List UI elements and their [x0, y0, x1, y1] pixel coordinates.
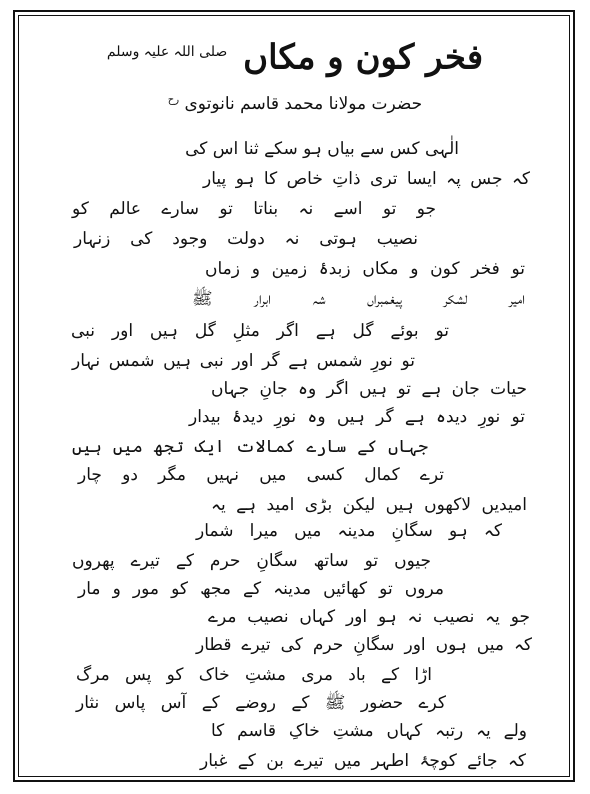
verse-line: کہ جس پہ ایسا تری ذاتِ خاص کا ہو پیار: [203, 169, 530, 189]
verse-line: ترے کمال کسی میں نہیں مگر دو چار: [78, 465, 444, 485]
author-name: حضرت مولانا محمد قاسم نانوتوی: [184, 94, 423, 114]
verse-line: جو یہ نصیب نہ ہو اور کہاں نصیب مرے: [208, 607, 530, 627]
poem-author: [0, 94, 590, 114]
verse-line: تو نورِ شمس ہے گر اور نبی ہیں شمس نہار: [72, 351, 415, 371]
verse-line: اڑا کے باد مری مشتِ خاک کو پس مرگ: [76, 665, 432, 685]
verse-line: جہاں کے سارے کمالات ایک تجھ میں ہیں: [72, 437, 428, 457]
verse-line: تو نورِ دیدہ ہے گر ہیں وہ نورِ دیدۂ بیدار: [189, 407, 525, 427]
verse-line: امیر لشکر پیغمبراں شہ ابرار ﷺ: [192, 289, 525, 309]
verse-line: تو بوئے گل ہے اگر مثلِ گل ہیں اور نبی: [71, 321, 449, 341]
verse-line: مروں تو کھائیں مدینہ کے مجھ کو مور و مار: [78, 579, 444, 599]
verse-line: تو فخر کون و مکاں زبدۂ زمین و زماں: [205, 259, 525, 279]
author-honorific: رح: [167, 94, 180, 106]
verse-line: نصیب ہوتی نہ دولت وجود کی زنہار: [74, 229, 418, 249]
verse-line: حیات جان ہے تو ہیں اگر وہ جانِ جہاں: [211, 379, 527, 399]
verse-line: جو تو اسے نہ بناتا تو سارے عالم کو: [72, 199, 436, 219]
verse-line: کرے حضور ﷺ کے روضے کے آس پاس نثار: [76, 693, 446, 713]
verse-line: الٰہی کس سے بیاں ہو سکے ثنا اس کی: [185, 139, 459, 159]
verse-line: ولے یہ رتبہ کہاں مشتِ خاکِ قاسم کا: [211, 721, 527, 741]
poem-title-text: فخر کون و مکاں: [243, 37, 484, 78]
verse-line: کہ جائے کوچۂ اطہر میں تیرے بن کے غبار: [200, 751, 526, 771]
verse-line: کہ ہو سگانِ مدینہ میں میرا شمار: [196, 521, 502, 541]
verse-line: جیوں تو ساتھ سگانِ حرم کے تیرے پھروں: [72, 551, 431, 571]
poem-title: [0, 30, 590, 79]
verse-line: امیدیں لاکھوں ہیں لیکن بڑی امید ہے یہ: [211, 495, 527, 515]
title-honorific: صلی اللہ علیہ وسلم: [106, 44, 228, 60]
verse-line: کہ میں ہوں اور سگانِ حرم کی تیرے قطار: [196, 635, 532, 655]
